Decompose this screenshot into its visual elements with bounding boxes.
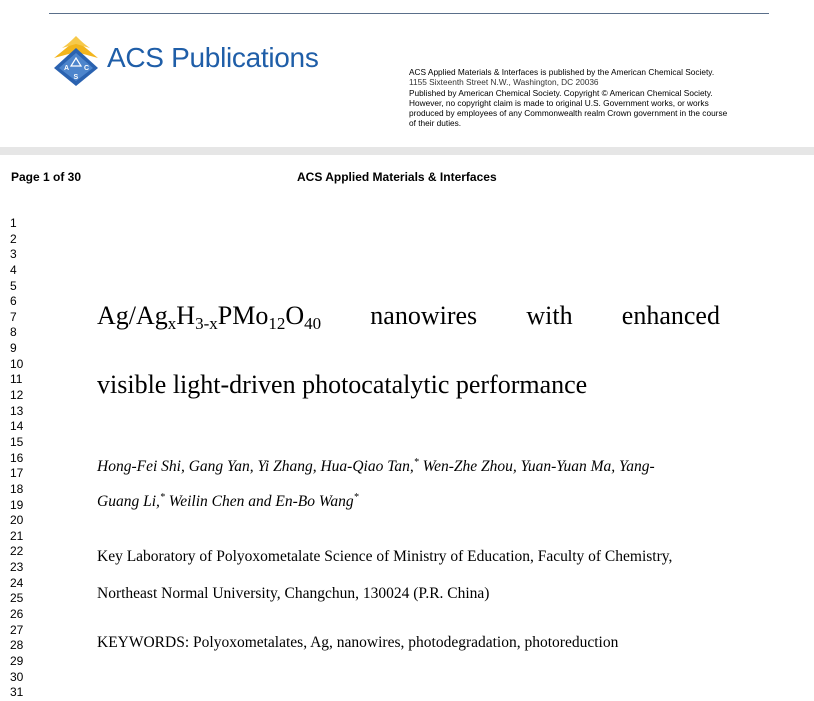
line-number: 29 <box>10 653 24 668</box>
affiliation <box>97 538 722 612</box>
line-number: 9 <box>10 341 17 356</box>
line-number: 22 <box>10 544 24 559</box>
notice-address: 1155 Sixteenth Street N.W., Washington, DC 20036 <box>409 77 599 88</box>
line-number: 12 <box>10 388 24 403</box>
line-numbers <box>10 216 34 701</box>
title-formula: $Ag/Ag_xH_{3-x}PMo_{12}O_{40}$ <box>97 301 322 333</box>
page-separator <box>0 147 814 155</box>
line-number: 27 <box>10 622 24 637</box>
article-title-line2: visible light-driven photocatalytic performance <box>97 370 588 399</box>
line-number: 4 <box>10 262 17 277</box>
line-number: 15 <box>10 434 24 449</box>
notice-line: Published by American Chemical Society. Copyright © American Chemical Society. <box>409 87 713 98</box>
authors-text: Wen-Zhe Zhou, Yuan-Yuan Ma, Yang- <box>418 458 655 475</box>
title-word: with <box>526 301 573 330</box>
author-line <box>97 484 720 519</box>
line-number: 31 <box>10 685 24 700</box>
notice-line: ACS Applied Materials & Interfaces is published by the American Chemical Society. <box>409 67 715 77</box>
line-number: 30 <box>10 669 24 684</box>
line-number: 10 <box>10 356 24 371</box>
acs-logo-icon <box>48 34 104 86</box>
title-word: enhanced <box>621 301 720 330</box>
author-line <box>97 449 720 484</box>
authors-text: Hong-Fei Shi, Gang Yan, Yi Zhang, Hua-Qiao Tan, <box>97 458 414 475</box>
keywords: KEYWORDS: Polyoxometalates, Ag, nanowires, photodegradation, photoreduction <box>97 634 619 651</box>
line-number: 28 <box>10 638 24 653</box>
svg-text:S: S <box>73 74 79 81</box>
banner-top-rule <box>49 13 769 14</box>
page-number: Page 1 of 30 <box>11 170 82 184</box>
line-number: 3 <box>10 247 17 262</box>
notice-line: of their duties. <box>409 118 462 129</box>
line-number: 21 <box>10 528 24 543</box>
line-number: 11 <box>10 372 23 387</box>
line-number: 18 <box>10 481 24 496</box>
publisher-name: ACS Publications <box>107 42 319 73</box>
title-word: nanowires <box>370 301 478 330</box>
line-number: 8 <box>10 325 17 340</box>
corresponding-mark: * <box>353 492 359 503</box>
authors-text: Guang Li, <box>97 493 160 510</box>
line-number: 25 <box>10 591 24 606</box>
article-title-line1 <box>97 301 720 331</box>
line-number: 23 <box>10 560 24 575</box>
line-number: 24 <box>10 575 24 590</box>
line-number: 17 <box>10 466 24 481</box>
author-list <box>97 449 720 519</box>
line-number: 5 <box>10 278 17 293</box>
running-header-journal: ACS Applied Materials & Interfaces <box>297 170 497 184</box>
notice-line: However, no copyright claim is made to original U.S. Government works, or works <box>409 97 709 108</box>
corresponding-mark: * <box>413 457 419 468</box>
line-number: 2 <box>10 231 17 246</box>
line-number: 20 <box>10 513 24 528</box>
affiliation-line: Northeast Normal University, Changchun, 130024 (P.R. China) <box>97 585 490 602</box>
line-number: 19 <box>10 497 24 512</box>
notice-line: produced by employees of any Commonwealth realm Crown government in the course <box>409 108 728 119</box>
line-number: 7 <box>10 309 17 324</box>
line-number: 1 <box>10 216 17 230</box>
publisher-banner <box>0 0 814 148</box>
line-number: 26 <box>10 607 24 622</box>
svg-text:A: A <box>64 65 70 72</box>
line-number: 6 <box>10 294 17 309</box>
copyright-notice <box>409 67 771 129</box>
authors-text: Weilin Chen and En-Bo Wang <box>164 493 354 510</box>
svg-text:C: C <box>84 65 90 72</box>
corresponding-mark: * <box>159 492 165 503</box>
line-number: 16 <box>10 450 24 465</box>
line-number: 14 <box>10 419 24 434</box>
affiliation-line: Key Laboratory of Polyoxometalate Science of Ministry of Education, Faculty of Chemistry, <box>97 548 673 565</box>
line-number: 13 <box>10 403 24 418</box>
